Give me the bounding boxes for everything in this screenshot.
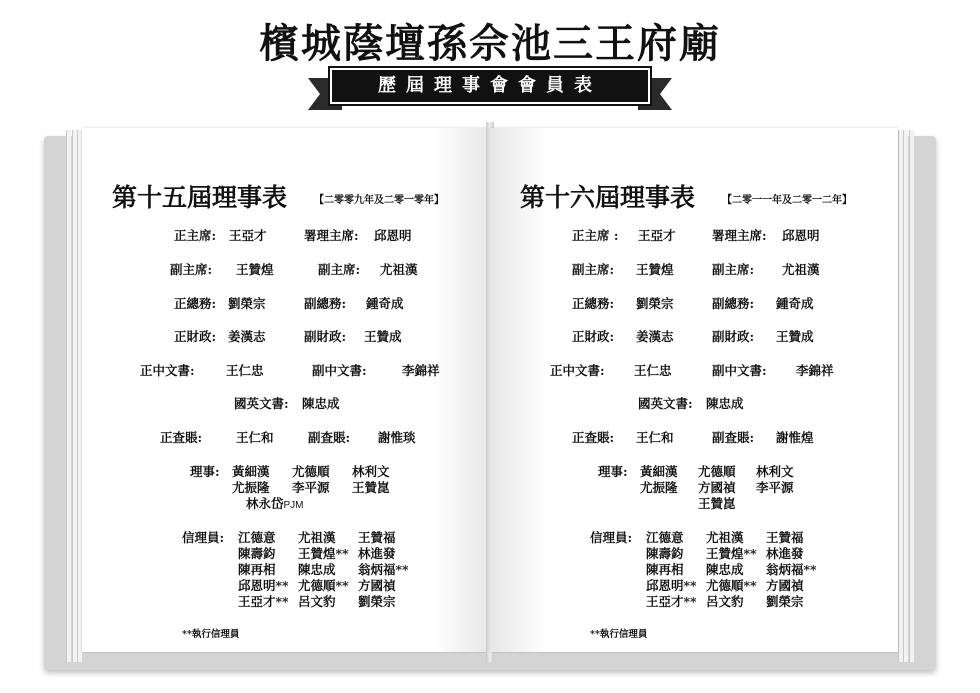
officer-name: 王亞才 bbox=[229, 228, 267, 243]
officer-name: 陳忠成 bbox=[302, 396, 340, 411]
trustee-name: 王亞才** bbox=[238, 594, 289, 609]
trustee-name: 翁炳福** bbox=[358, 562, 409, 577]
directors-label: 理事: bbox=[598, 464, 628, 479]
term-16-heading: 第十六屆理事表 bbox=[520, 183, 696, 212]
main-title: 檳城蔭壇孫佘池三王府廟 bbox=[259, 20, 721, 67]
officer-label: 正財政: bbox=[572, 329, 615, 344]
trustee-name: 呂文豹 bbox=[298, 594, 336, 609]
trustee-name: 林進發 bbox=[766, 546, 804, 561]
director-name: 方國禎 bbox=[698, 480, 736, 495]
officer-name: 王亞才 bbox=[638, 228, 676, 243]
trustee-name: 陳再相 bbox=[238, 562, 276, 577]
trustee-name: 尤祖漢 bbox=[706, 530, 744, 545]
term-15-years: 【二零零九年及二零一零年】 bbox=[314, 195, 444, 206]
officer-label: 正主席 : bbox=[572, 228, 619, 243]
director-name: 黃細漢 bbox=[640, 464, 678, 479]
right-page bbox=[490, 128, 898, 652]
director-extra-name: 林永岱 bbox=[246, 496, 284, 511]
officer-label: 正中文書: bbox=[140, 363, 195, 378]
officer-label: 署理主席: bbox=[304, 228, 359, 243]
trustee-name: 陳壽鈞 bbox=[646, 546, 684, 561]
director-name: 林利文 bbox=[756, 464, 794, 479]
term-16-years: 【二零一一年及二零一二年】 bbox=[722, 195, 852, 206]
officer-name: 李錦祥 bbox=[796, 363, 834, 378]
subtitle-text: 歷屆理事會會員表 bbox=[330, 68, 650, 104]
director-name: 林利文 bbox=[352, 464, 390, 479]
officer-name: 劉榮宗 bbox=[636, 296, 674, 311]
officer-name: 謝惟煌 bbox=[776, 430, 814, 445]
officer-label: 副總務: bbox=[712, 296, 755, 311]
officer-name: 王仁忠 bbox=[634, 363, 672, 378]
officer-label: 副財政: bbox=[712, 329, 755, 344]
officer-name: 尤祖漢 bbox=[782, 262, 820, 277]
open-book bbox=[44, 122, 936, 670]
trustee-name: 王亞才** bbox=[646, 594, 697, 609]
trustees-label: 信理員: bbox=[182, 530, 225, 545]
officer-name: 劉榮宗 bbox=[228, 296, 266, 311]
page-edge bbox=[903, 130, 908, 662]
officer-label: 正總務: bbox=[572, 296, 615, 311]
officer-name: 姜漢志 bbox=[228, 329, 266, 344]
page-edge bbox=[909, 130, 914, 662]
officer-label: 副查賬: bbox=[308, 430, 351, 445]
officer-name: 王仁和 bbox=[236, 430, 274, 445]
trustee-name: 王贊煌** bbox=[706, 546, 757, 561]
officer-label: 正財政: bbox=[174, 329, 217, 344]
trustee-name: 尤祖漢 bbox=[298, 530, 336, 545]
trustee-name: 王贊福 bbox=[766, 530, 804, 545]
officer-name: 姜漢志 bbox=[636, 329, 674, 344]
subtitle-banner bbox=[308, 68, 672, 114]
footnote: **執行信理員 bbox=[182, 629, 240, 640]
officer-label: 副總務: bbox=[304, 296, 347, 311]
director-name: 黃細漢 bbox=[232, 464, 270, 479]
officer-label: 副主席: bbox=[572, 262, 615, 277]
page-edge bbox=[66, 130, 71, 662]
footnote: **執行信理員 bbox=[590, 629, 648, 640]
officer-name: 陳忠成 bbox=[706, 396, 744, 411]
director-name: 李平源 bbox=[292, 480, 330, 495]
trustee-name: 尤德順** bbox=[298, 578, 349, 593]
officer-name: 王贊成 bbox=[364, 329, 402, 344]
trustee-name: 方國禎 bbox=[358, 578, 396, 593]
trustee-name: 江德意 bbox=[238, 530, 276, 545]
directors-label: 理事: bbox=[190, 464, 220, 479]
trustee-name: 王贊福 bbox=[358, 530, 396, 545]
officer-name: 謝惟琰 bbox=[378, 430, 416, 445]
officer-label: 國英文書: bbox=[234, 396, 289, 411]
officer-label: 正總務: bbox=[174, 296, 217, 311]
term-15-heading: 第十五屆理事表 bbox=[112, 183, 288, 212]
officer-label: 副中文書: bbox=[312, 363, 367, 378]
director-name: 李平源 bbox=[756, 480, 794, 495]
officer-label: 正查賬: bbox=[160, 430, 203, 445]
officer-label: 正中文書: bbox=[550, 363, 605, 378]
trustee-name: 林進發 bbox=[358, 546, 396, 561]
officer-name: 王贊成 bbox=[776, 329, 814, 344]
officer-name: 王贊煌 bbox=[636, 262, 674, 277]
trustee-name: 翁炳福** bbox=[766, 562, 817, 577]
trustee-name: 劉榮宗 bbox=[358, 594, 396, 609]
officer-name: 尤祖漢 bbox=[380, 262, 418, 277]
director-name: 尤振隆 bbox=[640, 480, 678, 495]
trustee-name: 尤德順** bbox=[706, 578, 757, 593]
trustee-name: 陳忠成 bbox=[706, 562, 744, 577]
director-name bbox=[246, 494, 304, 512]
officer-label: 副主席: bbox=[170, 262, 213, 277]
officer-label: 署理主席: bbox=[712, 228, 767, 243]
officer-label: 副主席: bbox=[318, 262, 361, 277]
trustee-name: 方國禎 bbox=[766, 578, 804, 593]
director-name: 尤德順 bbox=[292, 464, 330, 479]
officer-name: 鍾奇成 bbox=[776, 296, 814, 311]
officer-name: 王仁和 bbox=[636, 430, 674, 445]
trustee-name: 邱恩明** bbox=[238, 578, 289, 593]
officer-name: 王贊煌 bbox=[236, 262, 274, 277]
trustee-name: 劉榮宗 bbox=[766, 594, 804, 609]
director-name: 尤德順 bbox=[698, 464, 736, 479]
officer-label: 副財政: bbox=[304, 329, 347, 344]
officer-name: 鍾奇成 bbox=[366, 296, 404, 311]
page-edge bbox=[898, 130, 903, 662]
trustee-name: 江德意 bbox=[646, 530, 684, 545]
honorific-suffix: PJM bbox=[283, 500, 304, 511]
officer-label: 國英文書: bbox=[638, 396, 693, 411]
officer-label: 副主席: bbox=[712, 262, 755, 277]
trustee-name: 陳忠成 bbox=[298, 562, 336, 577]
officer-name: 邱恩明 bbox=[782, 228, 820, 243]
trustee-name: 陳再相 bbox=[646, 562, 684, 577]
director-name: 王贊崑 bbox=[352, 480, 390, 495]
trustee-name: 邱恩明** bbox=[646, 578, 697, 593]
director-name: 王贊崑 bbox=[698, 496, 736, 511]
officer-label: 副查賬: bbox=[712, 430, 755, 445]
officer-name: 王仁忠 bbox=[226, 363, 264, 378]
trustee-name: 呂文豹 bbox=[706, 594, 744, 609]
officer-label: 副中文書: bbox=[712, 363, 767, 378]
officer-label: 正查賬: bbox=[572, 430, 615, 445]
trustee-name: 陳壽鈞 bbox=[238, 546, 276, 561]
officer-label: 正主席: bbox=[174, 228, 217, 243]
trustee-name: 王贊煌** bbox=[298, 546, 349, 561]
director-name: 尤振隆 bbox=[232, 480, 270, 495]
left-page bbox=[82, 128, 490, 652]
officer-name: 邱恩明 bbox=[374, 228, 412, 243]
officer-name: 李錦祥 bbox=[402, 363, 440, 378]
trustees-label: 信理員: bbox=[590, 530, 633, 545]
